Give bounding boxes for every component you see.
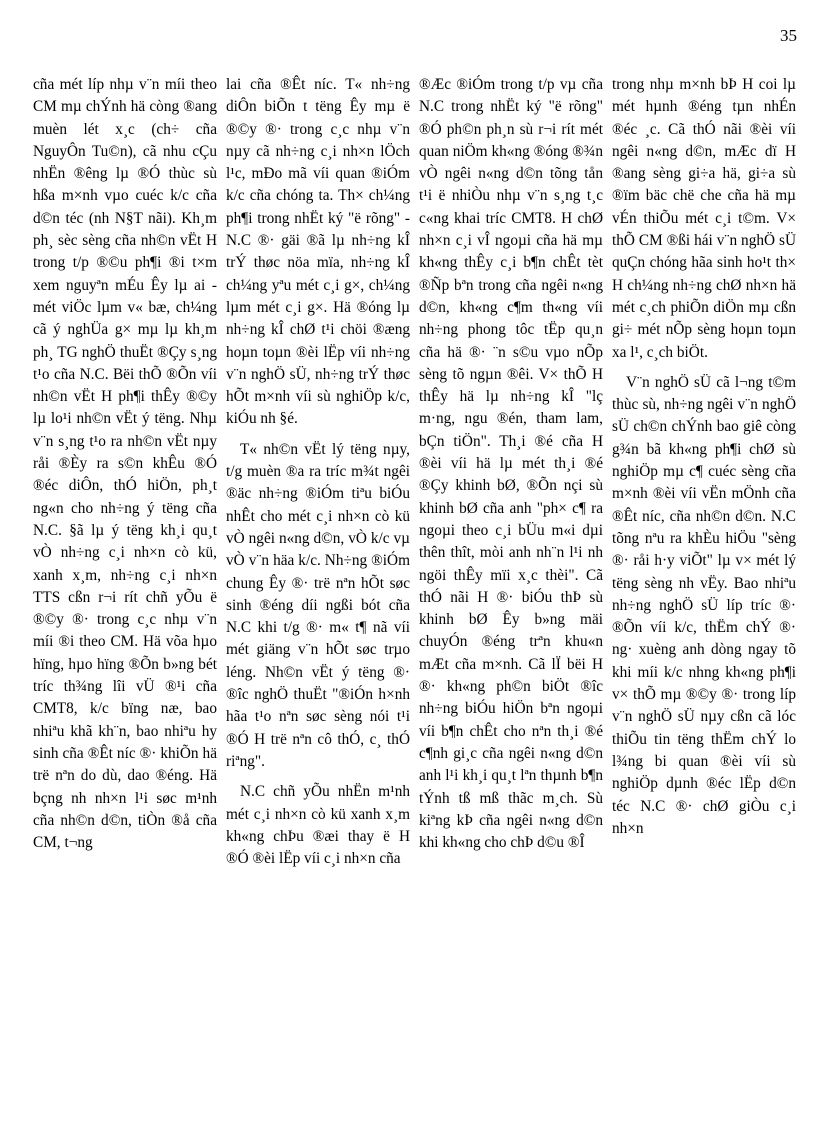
- text-columns: [33, 74, 797, 1104]
- column-3: [419, 74, 603, 1104]
- column-1: [33, 74, 217, 1104]
- paragraph: ®Æc ®iÓm trong t/p vµ cña N.C trong nhËt ký "ë rõng" ®Ó ph©n ph¸n sù r¬i rít mét quan niÖm kh«ng ®óng ®¾n vÒ ngêi n«ng d©n tõng tån t¹i ë nhiÒu nhµ v¨n s¸ng t¸c c«ng khai tríc CMT8. H chØ nh×n c¸i vÎ ngoµi cña hä mµ kh«ng thÊy c¸i b¶n chÊt tèt ®Ñp bªn trong cña ngêi n«ng d©n, kh«ng c¶m th«ng víi nh÷ng phong tôc tËp qu¸n cña hä ®· ¨n s©u vµo nÕp sèng tõ ngµn ®êi. V× thÕ H thÊy hä lµ nh÷ng kÎ "lç m·ng, ngu ®én, tham lam, bÇn tiÖn". Th¸i ®é cña H ®èi víi hä lµ mét th¸i ®é ®Çy khinh bØ, ®Õn nçi sù khinh bØ cña anh "ph× c¶ ra ngoµi theo c¸i bÜu m«i dµi thên thît, mòi anh nh¨n l¹i nh ngöi thÊy mïi x¸c thèi". Cã thÓ nãi H ®· biÓu thÞ sù khinh bØ Êy b»ng mäi chuyÓn ®éng trªn khu«n mÆt cña m×nh. Cã lÏ bëi H ®· kh«ng ph©n biÖt ®îc nh÷ng biÓu hiÖn bªn ngoµi víi b¶n chÊt cho nªn th¸i ®é c¶nh gi¸c cña ngêi n«ng d©n anh l¹i kh¸i qu¸t lªn thµnh b¶n tÝnh tß mß thãc m¸ch. Sù kiªng kÞ cña ngêi n«ng d©n khi kh«ng cho chÞ d©u ®Î: [419, 76, 603, 852]
- paragraph: trong nhµ m×nh bÞ H coi lµ mét hµnh ®éng tµn nhÉn ®éc ¸c. Cã thÓ nãi ®èi víi ngêi n«ng d©n, mÆc dï H ®ang sèng gi÷a hä, gi÷a sù ®ïm bäc chë che cña hä mµ vÉn thiÕu mét c¸i t©m. V× thÕ CM ®ßi hái v¨n nghÖ sÜ quÇn chóng hãa sinh ho¹t th× H ch¼ng nh÷ng chØ nh×n hä mét c¸ch phiÕn diÖn mµ cßn gi÷ mét nÕp sèng hoµn toµn xa l¹, c¸ch biÖt.: [612, 76, 796, 361]
- paragraph: T« nh©n vËt lý tëng nµy, t/g muèn ®a ra tríc m¾t ngêi ®äc nh÷ng ®iÓm tiªu biÓu nhÊt cho mét c¸i nh×n cò kü vÒ ngêi n«ng d©n, vÒ k/c vµ vÒ v¨n häa k/c. Nh÷ng ®iÓm chung Êy ®· trë nªn hÕt søc sinh ®éng díi ngßi bót cña N.C khi t/g ®· m« t¶ nã víi mét giäng v¨n hÕt søc trµo léng. Nh©n vËt ý tëng ®· ®îc nghÖ thuËt "®iÓn h×nh hãa t¹o nªn søc sèng nói t¹i ®Ó H trë nªn cô thÓ, c¸ thÓ riªng".: [226, 440, 410, 770]
- column-2: [226, 74, 410, 1104]
- paragraph: cña mét líp nhµ v¨n míi theo CM mµ chÝnh hä còng ®ang muèn lét x¸c (ch÷ cña NguyÔn Tu©n), cã nhu cÇu nhËn ®êng lµ ®Ó thùc sù hßa m×nh vµo cuéc k/c cña d©n téc (nh N§T nãi). Kh¸m ph¸ sèc sèng cña nh©n vËt H trong t/p ®©u ph¶i ®i t×m xem nguyªn mÉu Êy lµ ai - mét viÖc lµm v« bæ, ch¼ng cã ý nghÜa g× mµ lµ kh¸m ph¸ TG nghÖ thuËt ®Çy s¸ng t¹o cña N.C. Bëi thÕ ®Õn víi nh©n vËt H ph¶i thÊy ®©y lµ lo¹i nh©n vËt ý tëng. Nhµ v¨n s¸ng t¹o ra nh©n vËt nµy råi ®Èy ra s©n khÊu ®Ó ®éc diÔn, thÓ hiÖn, ph¸t ng«n cho nh÷ng ý tëng cña N.C. §ã lµ ý tëng kh¸i qu¸t vÒ nh÷ng c¸i nh×n cò kü, xanh x¸m, nh÷ng c¸i nh×n TTS cßn r¬i rít chñ yÕu ë ®©y ®· trong c¸c nhµ v¨n míi ®i theo CM. Hä võa hµo hïng, hµo hïng ®Õn b»ng bét tríc th¾ng lîi vÜ ®¹i cña CMT8, k/c bïng næ, bao nhiªu khã kh¨n, bao nhiªu hy sinh cña ®Êt níc ®· khiÕn hä trë nªn do dù, dao ®éng. Hä bçng nh nh×n l¹i søc m¹nh cña nh©n d©n, tiÒn ®å cña CM, t¬ng: [33, 76, 217, 852]
- column-4: [612, 74, 796, 1104]
- paragraph: lai cña ®Êt níc. T« nh÷ng diÔn biÕn t tëng Êy mµ ë ®©y ®· trong c¸c nhµ v¨n nµy cã nh÷ng c¸i nh×n lÖch l¹c, mÐo mã víi quan ®iÓm k/c cña chóng ta. Th× ch¼ng ph¶i trong nhËt ký "ë rõng" - N.C ®· gäi ®ã lµ nh÷ng kÎ trÝ thøc nöa mïa, nh÷ng kÎ ch¼ng yªu mét c¸i g×, ch¼ng lµm mét c¸i g×. Hä ®óng lµ nh÷ng kÎ chØ t¹i chöi ®æng hoµn toµn ®èi lËp víi nh÷ng v¨n nghÖ sÜ, nh÷ng trÝ thøc hÕt m×nh víi sù nghiÖp k/c, kiÓu nh §é.: [226, 76, 410, 428]
- paragraph: V¨n nghÖ sÜ cã l¬ng t©m thùc sù, nh÷ng ngêi v¨n nghÖ sÜ ch©n chÝnh bao giê còng g¾n bã kh«ng ph¶i chØ sù nghiÖp mµ c¶ cuéc sèng cña m×nh ®èi víi vËn mÖnh cña ®Êt níc, cña nh©n d©n. N.C tõng nªu ra khÈu hiÖu "sèng ®· råi h·y viÕt" lµ v× mét lý tëng sèng nh vËy. Bao nhiªu nh÷ng nghÖ sÜ líp tríc ®· ®Õn víi k/c, thËm chÝ ®· ng· xuèng anh dòng ngay tõ khi míi k/c nhng kh«ng ph¶i v× thÕ mµ ®©y ®· trong líp v¨n nghÖ sÜ nµy cßn cã lóc thiÕu tin tëng thËm chÝ lo l¾ng bi quan ®èi víi sù nghiÖp dµnh ®éc lËp d©n téc N.C ®· chØ giÒu c¸i nh×n: [612, 373, 796, 837]
- paragraph: N.C chñ yÕu nhËn m¹nh mét c¸i nh×n cò kü xanh x¸m kh«ng chÞu ®æi thay ë H ®Ó ®èi lËp víi c¸i nh×n cña: [226, 783, 410, 868]
- page-number: 35: [780, 26, 797, 45]
